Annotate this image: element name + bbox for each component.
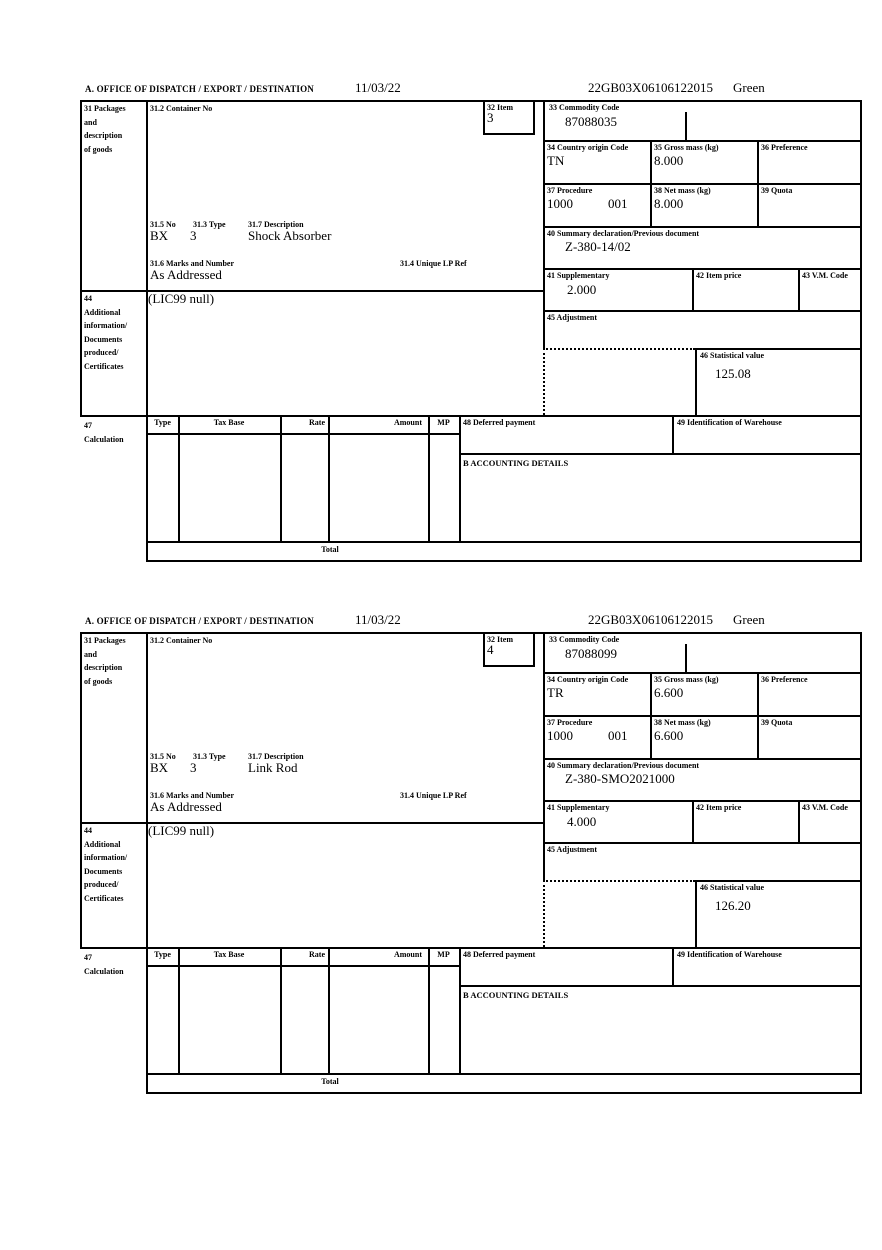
col-line-42-43 [798,268,800,310]
goods-description-value: Link Rod [248,760,298,775]
tax-base-header: Tax Base [213,418,245,427]
border-bottom [146,1092,862,1094]
row-line-34 [543,183,862,185]
accounting-details-label: B ACCOUNTING DETAILS [463,990,569,1000]
col-line-35-36 [757,672,759,758]
supplementary-value: 4.000 [567,814,597,829]
preference-label: 36 Preference [761,675,808,684]
net-mass-label: 38 Net mass (kg) [654,718,711,727]
previous-document-value: Z-380-SMO2021000 [565,771,675,786]
divider-dotted-vertical [543,880,545,947]
col-line-34-35 [650,140,652,226]
gross-mass-label: 35 Gross mass (kg) [654,143,719,152]
row-line-34 [543,715,862,717]
unique-lp-ref-label: 31.4 Unique LP Ref [400,259,467,268]
net-mass-label: 38 Net mass (kg) [654,186,711,195]
box-44-label-line: Documents [84,866,123,876]
tax-type-header: Type [154,950,171,959]
col-line-34-35 [650,672,652,758]
row-line-40 [543,800,862,802]
stat-value-box-left [695,880,697,947]
row-line-41 [543,842,862,844]
unique-lp-ref-label: 31.4 Unique LP Ref [400,791,467,800]
procedure-ext-value: 001 [608,196,628,211]
package-type-label: 31.3 Type [193,220,226,229]
box-31-label-line: description [84,663,123,672]
divider-47-top [80,947,862,949]
box-47-label-line: 47 [84,953,92,962]
amount-header: Amount [393,950,422,959]
box-31-label [84,102,126,156]
commodity-code-divider [685,644,687,672]
stat-value-box-left [695,348,697,415]
row-line-37 [543,226,862,228]
box-44-label-line: information/ [84,321,128,330]
section-header [80,78,862,100]
row-line-40 [543,268,862,270]
supplementary-label: 41 Supplementary [547,803,610,812]
container-no-label: 31.2 Container No [150,636,213,645]
declaration-copy-item-3 [80,78,862,562]
package-type-label: 31.3 Type [193,752,226,761]
total-label: Total [321,545,339,554]
stat-value-box-top [695,348,862,350]
row-line-37 [543,758,862,760]
preference-label: 36 Preference [761,143,808,152]
box-31-label-line: description [84,131,123,140]
deferred-payment-label: 48 Deferred payment [463,418,536,427]
line-48-49-bottom [459,985,862,987]
statistical-value-label: 46 Statistical value [700,883,764,892]
box-44-label-line: Certificates [84,893,124,903]
gross-mass-value: 6.600 [654,685,684,700]
adjustment-label: 45 Adjustment [547,845,598,854]
tax-type-header: Type [154,418,171,427]
office-of-dispatch-label: A. OFFICE OF DISPATCH / EXPORT / DESTINATION [85,84,315,94]
col-line-35-36 [757,140,759,226]
commodity-code-value: 87088035 [565,114,617,129]
box-31-label-line: 31 Packages [84,104,126,113]
description-label: 31.7 Description [248,220,304,229]
item-box-bottom [483,665,535,667]
deferred-payment-label: 48 Deferred payment [463,950,536,959]
border-left [80,632,82,947]
item-price-label: 42 Item price [696,803,742,812]
total-label: Total [321,1077,339,1086]
total-row-top [147,1073,862,1075]
divider-dotted-horizontal [543,880,695,882]
routing-status: Green [733,612,765,627]
mp-header: MP [437,418,450,427]
container-no-label: 31.2 Container No [150,104,213,113]
divider-47-top [80,415,862,417]
item-number-value: 3 [487,110,494,125]
declaration-item-form [80,100,862,562]
box-31-label-line: and [84,649,97,659]
border-top [80,100,862,102]
statistical-value: 125.08 [715,366,751,381]
tax-base-header: Tax Base [213,950,245,959]
divider-48-49 [672,947,674,985]
box-44-label-line: Additional [84,307,121,317]
col-line-42-43 [798,800,800,842]
marks-value: As Addressed [150,799,222,814]
additional-info-value: (LIC99 null) [148,291,215,306]
declaration-date: 11/03/22 [355,80,401,95]
country-origin-value: TR [547,685,564,700]
border-left [80,100,82,415]
box-31-label-line: 31 Packages [84,636,126,645]
table-col-mp [459,947,461,1073]
box-44-label-line: Additional [84,839,121,849]
routing-status: Green [733,80,765,95]
declaration-date: 11/03/22 [355,612,401,627]
previous-document-label: 40 Summary declaration/Previous document [547,229,700,238]
office-of-dispatch-label: A. OFFICE OF DISPATCH / EXPORT / DESTINATION [85,616,315,626]
commodity-code-value: 87088099 [565,646,617,661]
gross-mass-label: 35 Gross mass (kg) [654,675,719,684]
previous-document-value: Z-380-14/02 [565,239,631,254]
divider-dotted-horizontal [543,348,695,350]
box-31-label-line: of goods [84,144,113,154]
item-box-bottom [483,133,535,135]
quota-label: 39 Quota [761,186,793,195]
item-number-label: 32 Item [487,103,513,112]
total-row-top [147,541,862,543]
col-line-41-42 [692,800,694,842]
stat-value-box-top [695,880,862,882]
box-44-label-line: Documents [84,334,123,344]
vm-code-label: 43 V.M. Code [802,803,848,812]
line-48-49-bottom [459,453,862,455]
country-origin-label: 34 Country origin Code [547,143,629,152]
item-number-value: 4 [487,642,494,657]
rate-header: Rate [309,950,325,959]
warehouse-id-label: 49 Identification of Warehouse [677,950,782,959]
item-box-left [483,632,485,665]
gross-mass-value: 8.000 [654,153,684,168]
box-44-label-line: 44 [84,294,92,303]
mp-header: MP [437,950,450,959]
supplementary-label: 41 Supplementary [547,271,610,280]
rate-header: Rate [309,418,325,427]
procedure-label: 37 Procedure [547,186,593,195]
box-44-label [84,292,127,373]
divider-48-49 [672,415,674,453]
box-44-label-line: information/ [84,853,128,862]
box-47-label [84,951,124,978]
marks-label: 31.6 Marks and Number [150,791,235,800]
procedure-value: 1000 [547,196,573,211]
box-47-label-line: Calculation [84,966,124,976]
border-top [80,632,862,634]
package-no-value: BX [150,228,169,243]
additional-info-value: (LIC99 null) [148,823,215,838]
box-44-label-line: produced/ [84,348,119,357]
col-line-41-42 [692,268,694,310]
package-no-label: 31.5 No [150,752,176,761]
section-header [80,610,862,632]
box-31-label [84,634,126,688]
table-header-line [147,965,459,967]
package-type-value: 3 [190,228,197,243]
divider-dotted-vertical [543,348,545,415]
item-box-right [533,632,535,665]
package-type-value: 3 [190,760,197,775]
previous-document-label: 40 Summary declaration/Previous document [547,761,700,770]
declaration-copy-item-4 [80,610,862,1094]
country-origin-value: TN [547,153,565,168]
adjustment-label: 45 Adjustment [547,313,598,322]
declaration-item-form [80,632,862,1094]
item-box-right [533,100,535,133]
item-number-label: 32 Item [487,635,513,644]
amount-header: Amount [393,418,422,427]
box-44-label-line: Certificates [84,361,124,371]
border-bottom [146,560,862,562]
warehouse-id-label: 49 Identification of Warehouse [677,418,782,427]
mrn-value: 22GB03X06106122015 [588,80,713,95]
statistical-value: 126.20 [715,898,751,913]
box-47-label-line: Calculation [84,434,124,444]
procedure-value: 1000 [547,728,573,743]
commodity-code-label: 33 Commodity Code [549,635,620,644]
marks-value: As Addressed [150,267,222,282]
divider-left-column [146,100,148,562]
procedure-ext-value: 001 [608,728,628,743]
country-origin-label: 34 Country origin Code [547,675,629,684]
row-line-33 [543,672,862,674]
marks-label: 31.6 Marks and Number [150,259,235,268]
net-mass-value: 6.600 [654,728,684,743]
package-no-label: 31.5 No [150,220,176,229]
accounting-details-label: B ACCOUNTING DETAILS [463,458,569,468]
commodity-code-label: 33 Commodity Code [549,103,620,112]
goods-description-value: Shock Absorber [248,228,332,243]
vm-code-label: 43 V.M. Code [802,271,848,280]
supplementary-value: 2.000 [567,282,597,297]
net-mass-value: 8.000 [654,196,684,211]
box-44-label-line: produced/ [84,880,119,889]
border-right [860,100,862,562]
border-right [860,632,862,1094]
box-47-label-line: 47 [84,421,92,430]
package-no-value: BX [150,760,169,775]
procedure-label: 37 Procedure [547,718,593,727]
item-box-left [483,100,485,133]
box-47-label [84,419,124,446]
box-31-label-line: of goods [84,676,113,686]
divider-left-column [146,632,148,1094]
table-col-mp [459,415,461,541]
box-44-label [84,824,127,905]
table-header-line [147,433,459,435]
mrn-value: 22GB03X06106122015 [588,612,713,627]
item-price-label: 42 Item price [696,271,742,280]
row-line-33 [543,140,862,142]
commodity-code-divider [685,112,687,140]
description-label: 31.7 Description [248,752,304,761]
quota-label: 39 Quota [761,718,793,727]
statistical-value-label: 46 Statistical value [700,351,764,360]
box-44-label-line: 44 [84,826,92,835]
row-line-41 [543,310,862,312]
box-31-label-line: and [84,117,97,127]
